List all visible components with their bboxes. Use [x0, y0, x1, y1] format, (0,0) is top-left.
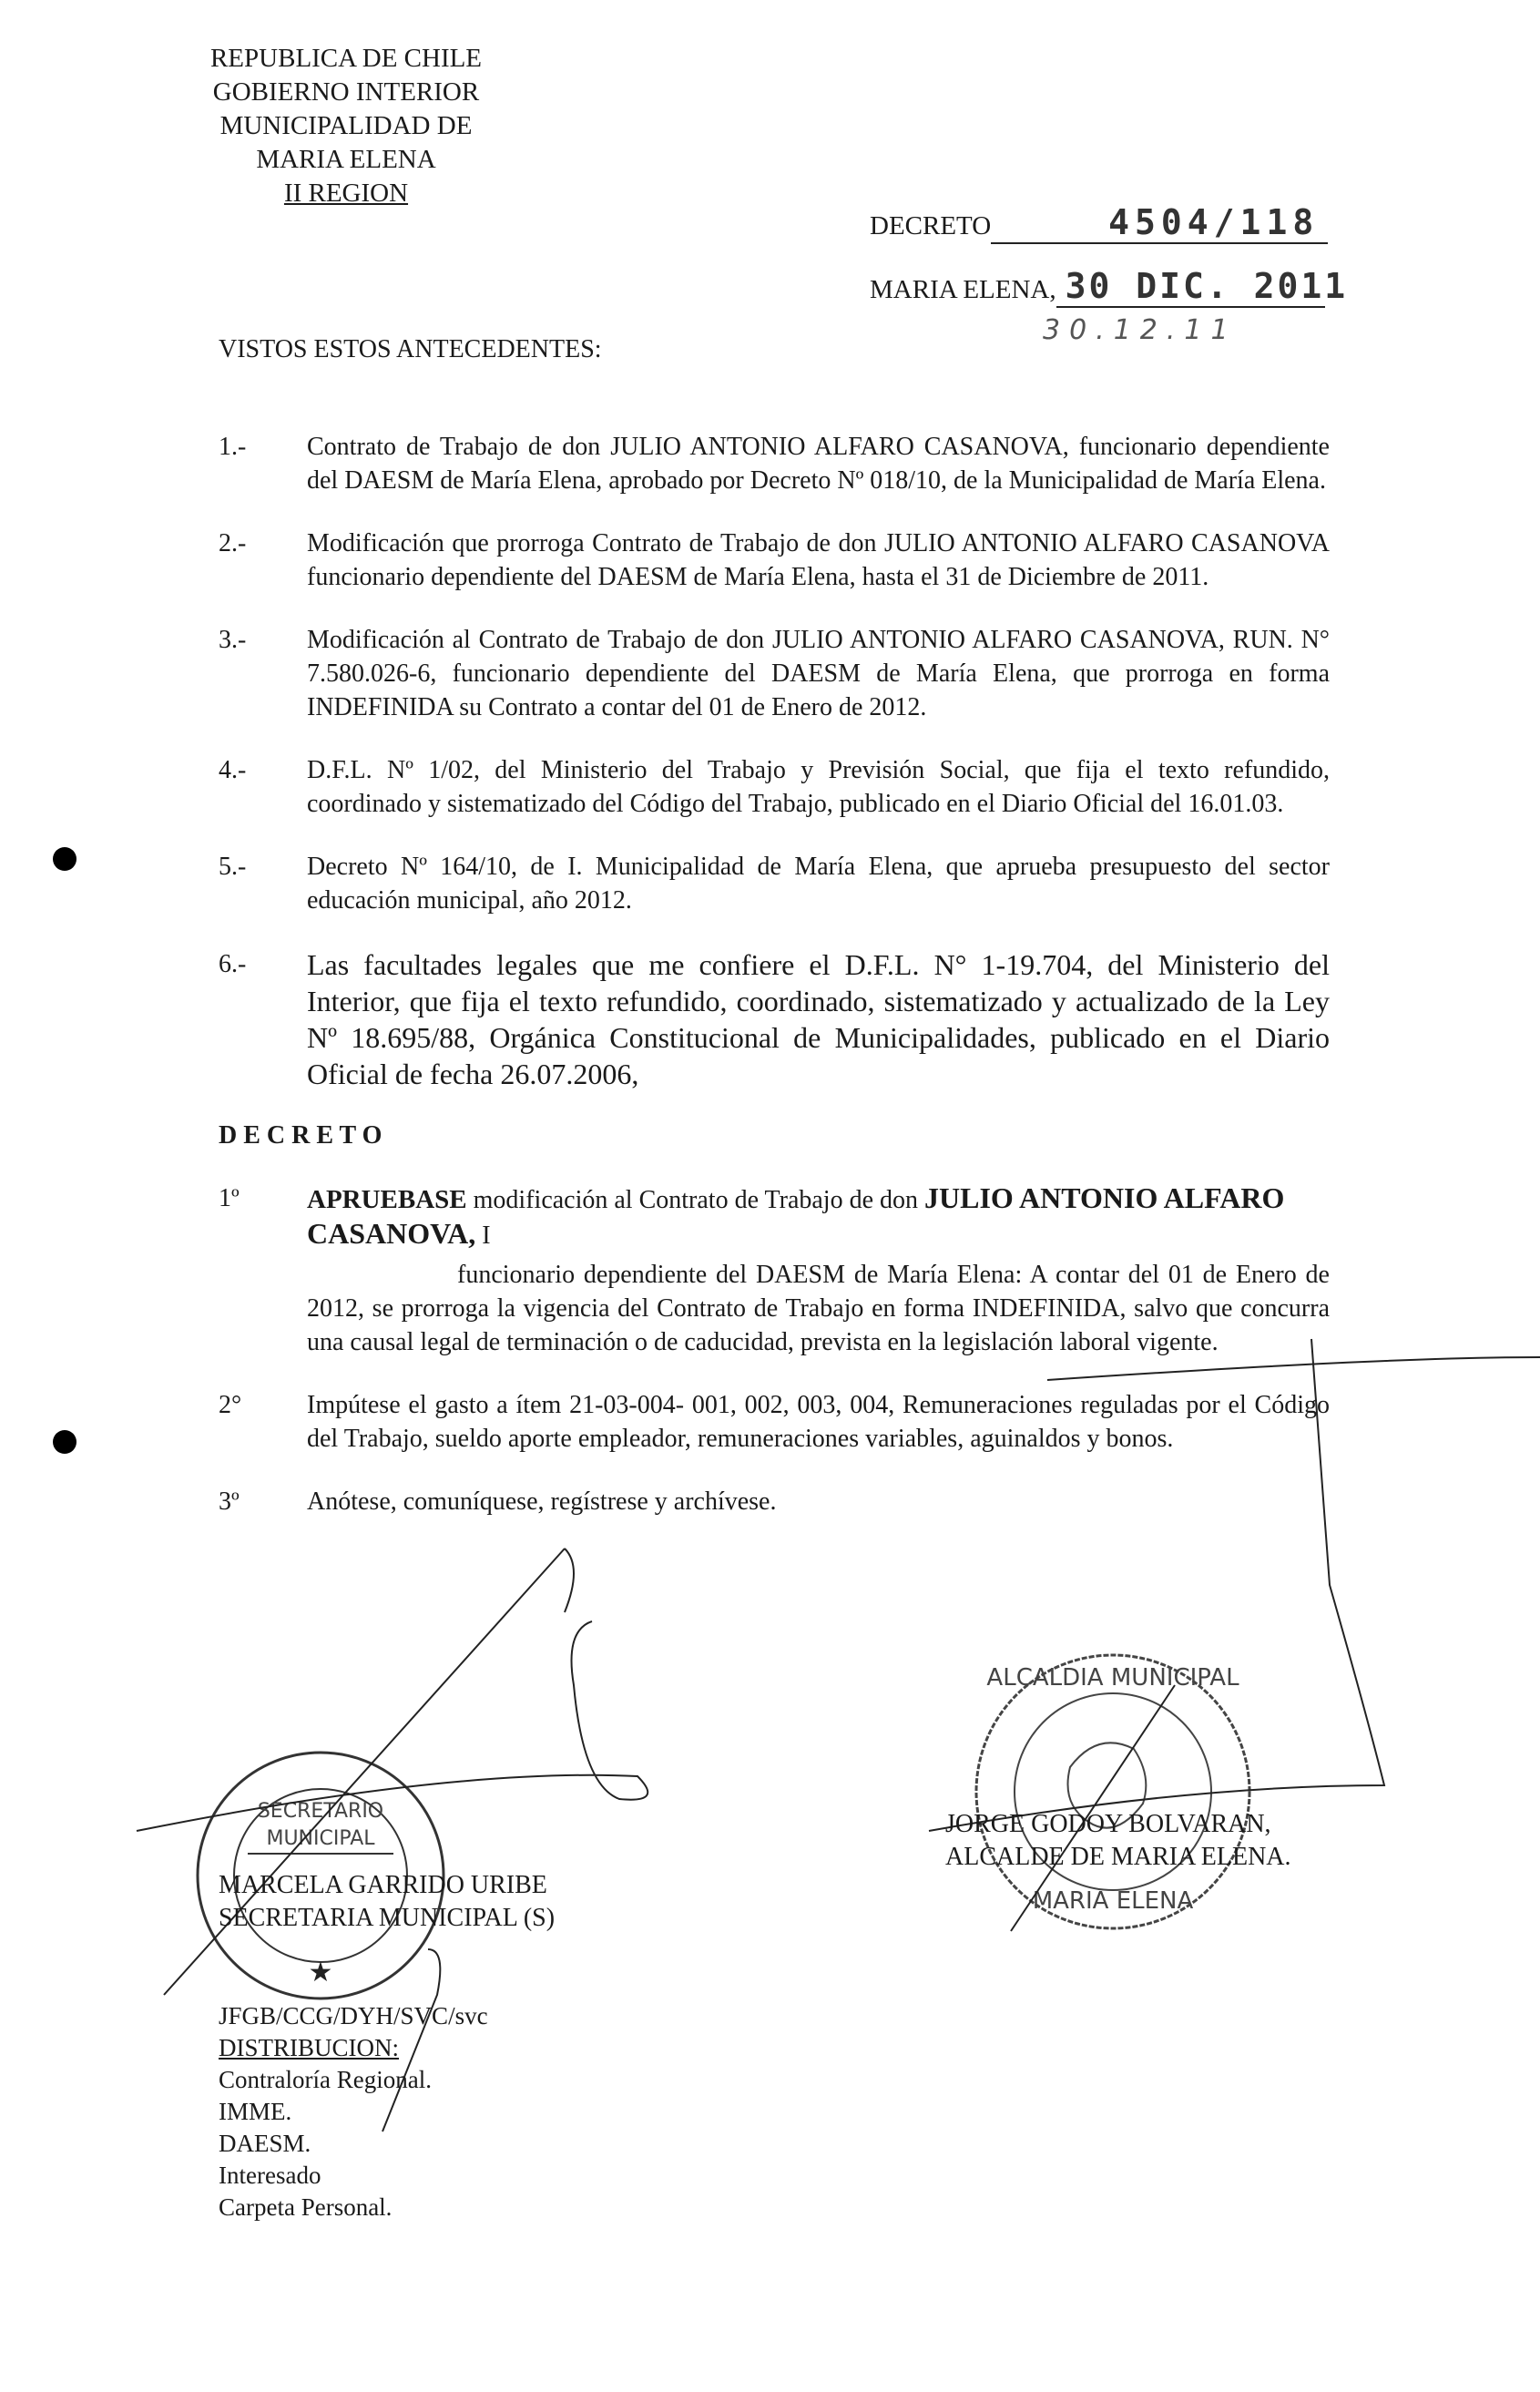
item-number: 5.- [219, 853, 247, 881]
hole-punch-mark [53, 847, 76, 871]
item-text: Modificación al Contrato de Trabajo de don JULIO ANTONIO ALFARO CASANOVA, RUN. N° 7.580.026-6, funcionario dependiente del DAESM de María Elena, que prorroga en forma INDEFINIDA su Contrato a contar del 01 de Enero de 2012. [307, 626, 1330, 721]
decreto-heading: D E C R E T O [219, 1121, 382, 1150]
item-number: 1.- [219, 433, 247, 461]
seal-text: MUNICIPAL [266, 1827, 375, 1850]
article-text: funcionario dependiente del DAESM de María Elena: A contar del 01 de Enero de 2012, se prorroga la vigencia del Contrato de Trabajo en forma INDEFINIDA, salvo que concurra una causal legal de terminación o de caducidad, prevista en la legislación laboral vigente. [307, 1261, 1330, 1356]
header-line: MUNICIPALIDAD DE [219, 111, 473, 140]
distribution-label: DISTRIBUCION: [219, 2034, 400, 2061]
employee-name: JULIO ANTONIO ALFARO CASANOVA, [307, 1181, 1285, 1250]
seal-text: ALCALDIA MUNICIPAL [986, 1664, 1239, 1692]
article-verb: APRUEBASE [307, 1185, 467, 1214]
header-line: GOBIERNO INTERIOR [212, 77, 480, 107]
item-text: D.F.L. Nº 1/02, del Ministerio del Trabajo y Previsión Social, que fija el texto refundido, coordinado y sistematizado del Código del Trabajo, publicado en el Diario Oficial del 16.01.03. [307, 756, 1330, 818]
alcaldia-seal-right [976, 1655, 1249, 1928]
item-number: 3.- [219, 626, 247, 654]
item-number: 6.- [219, 950, 247, 978]
distribution-item: DAESM. [219, 2130, 311, 2157]
article-text: modificación al Contrato de Trabajo de don [466, 1186, 925, 1214]
distribution-item: Interesado [219, 2162, 321, 2189]
decree-label: DECRETO [870, 211, 992, 240]
place-label: MARIA ELENA, [870, 275, 1056, 304]
item-text: Modificación que prorroga Contrato de Trabajo de don JULIO ANTONIO ALFARO CASANOVA funcionario dependiente del DAESM de María Elena, hasta el 31 de Diciembre de 2011. [307, 529, 1330, 591]
header-line: MARIA ELENA [256, 145, 436, 174]
header-line: REPUBLICA DE CHILE [209, 44, 483, 73]
distribution-item: Contraloría Regional. [219, 2066, 432, 2093]
signatory-title: SECRETARIA MUNICIPAL (S) [219, 1904, 556, 1932]
distribution-item: Carpeta Personal. [219, 2193, 393, 2221]
article-number: 1º [219, 1184, 240, 1212]
decree-date: 30 DIC. 2011 [1065, 266, 1349, 306]
signatory-title: ALCALDE DE MARIA ELENA. [945, 1843, 1291, 1871]
item-text: Decreto Nº 164/10, de I. Municipalidad de María Elena, que aprueba presupuesto del sector educación municipal, año 2012. [307, 853, 1330, 915]
article-number: 2° [219, 1391, 242, 1419]
distribution-item: IMME. [219, 2098, 292, 2125]
item-text: Las facultades legales que me confiere el D.F.L. N° 1-19.704, del Ministerio del Interior, que fija el texto refundido, coordinado, sistematizado y actualizado de la Ley Nº 18.695/88, Orgánica Constitucional de Municipalidades, publicado en el Diario Oficial de fecha 26.07.2006, [307, 948, 1330, 1090]
article-text: Impútese el gasto a ítem 21-03-004- 001, 002, 003, 004, Remuneraciones reguladas por el Código del Trabajo, sueldo aporte empleador, remuneraciones variables, aguinaldos y bonos. [307, 1391, 1330, 1453]
seal-text: MARIA ELENA [1032, 1887, 1194, 1915]
svg-text:★: ★ [308, 1958, 333, 1988]
header-line: II REGION [283, 179, 409, 208]
distribution-block [219, 2000, 488, 2223]
handwritten-date: 30.12.11 [1043, 314, 1238, 346]
signatory-mayor [945, 1808, 1291, 1874]
article-number: 3º [219, 1487, 240, 1516]
seal-text: SECRETARIO [257, 1800, 384, 1823]
reference-initials: JFGB/CCG/DYH/SVC/svc [219, 2002, 488, 2029]
decree-number: 4504/118 [1108, 202, 1320, 242]
item-text: Contrato de Trabajo de don JULIO ANTONIO ALFARO CASANOVA, funcionario dependiente del DAESM de María Elena, aprobado por Decreto Nº 018/10, de la Municipalidad de María Elena. [307, 433, 1330, 495]
vistos-heading: VISTOS ESTOS ANTECEDENTES: [219, 335, 602, 363]
signatory-secretary [219, 1869, 555, 1935]
article-text: Anótese, comuníquese, regístrese y archívese. [307, 1487, 777, 1516]
item-number: 2.- [219, 529, 247, 557]
hole-punch-mark [53, 1430, 76, 1454]
article-text: I [475, 1222, 491, 1250]
item-number: 4.- [219, 756, 247, 784]
signatory-name: JORGE GODOY BOLVARAN, [945, 1810, 1271, 1838]
signatory-name: MARCELA GARRIDO URIBE [219, 1871, 547, 1899]
